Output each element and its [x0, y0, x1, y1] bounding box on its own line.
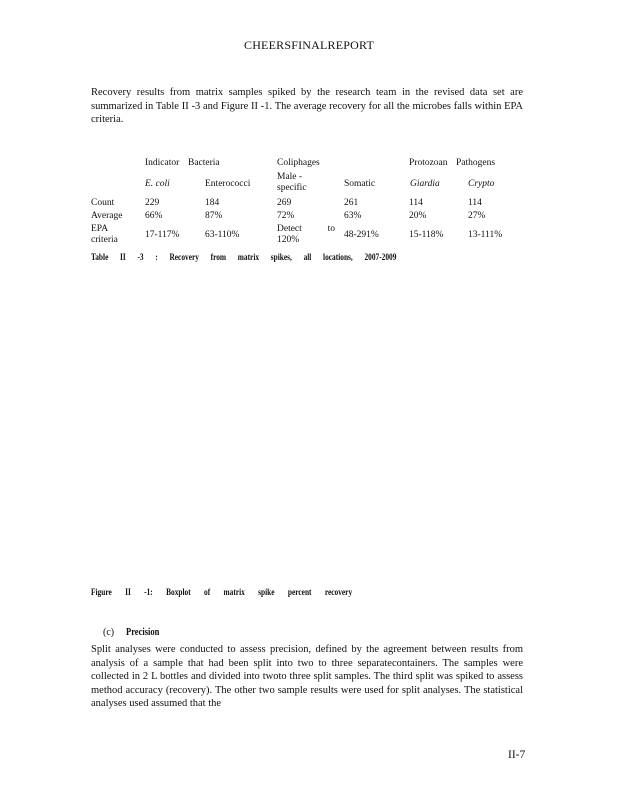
- header-bacteria: Bacteria: [188, 158, 220, 168]
- col-male-specific: Male - specific: [277, 172, 307, 193]
- cell-count-male-specific: 269: [277, 198, 292, 208]
- cell-average-crypto: 27%: [468, 211, 486, 221]
- col-crypto: Crypto: [468, 179, 495, 189]
- precision-paragraph: Split analyses were conducted to assess precision, defined by the agreement between results from analysis of a sample that had been split into two to three separatecontainers. The samples were collected in 2 L bottles and divided into twoto three split samples. The third split was spiked to assess method accuracy (recovery). The other two sample results were used for split analyses. The statistical analyses used assumed that the: [91, 644, 523, 709]
- cell-count-ecoli: 229: [145, 198, 160, 208]
- col-somatic: Somatic: [344, 179, 376, 189]
- header-protozoan: Protozoan: [409, 158, 448, 168]
- row-label-count: Count: [91, 198, 115, 208]
- cell-epa-enterococci: 63-110%: [205, 230, 240, 240]
- table-caption: Table II -3 : Recovery from matrix spikes, all locations, 2007-2009: [91, 252, 397, 262]
- cell-epa-ecoli: 17-117%: [145, 230, 180, 240]
- cell-count-enterococci: 184: [205, 198, 220, 208]
- section-label: (c): [103, 627, 115, 638]
- cell-average-somatic: 63%: [344, 211, 362, 221]
- header-indicator: Indicator: [145, 158, 180, 168]
- cell-count-crypto: 114: [468, 198, 482, 208]
- header-coliphages: Coliphages: [277, 158, 320, 168]
- cell-count-giardia: 114: [409, 198, 423, 208]
- section-title: Precision: [126, 627, 160, 638]
- cell-epa-giardia: 15-118%: [409, 230, 444, 240]
- col-giardia: Giardia: [410, 179, 440, 189]
- cell-average-enterococci: 87%: [205, 211, 223, 221]
- intro-paragraph: Recovery results from matrix samples spiked by the research team in the revised data set are summarized in Table II -3 and Figure II -1. The average recovery for all the microbes falls within EPA criteria.: [91, 87, 523, 125]
- report-header: CHEERSFINALREPORT: [243, 38, 375, 52]
- section-heading: [103, 627, 165, 638]
- cell-epa-somatic: 48-291%: [344, 230, 379, 240]
- col-enterococci: Enterococci: [205, 179, 251, 189]
- cell-epa-crypto: 13-111%: [468, 230, 503, 240]
- row-label-average: Average: [91, 211, 123, 221]
- col-ecoli: E. coli: [145, 179, 170, 189]
- cell-count-somatic: 261: [344, 198, 359, 208]
- row-label-epa-criteria: EPA criteria: [91, 224, 118, 245]
- header-pathogens: Pathogens: [456, 158, 496, 168]
- page-number: II-7: [508, 749, 526, 761]
- cell-average-male-specific: 72%: [277, 211, 295, 221]
- figure-caption: Figure II -1: Boxplot of matrix spike percent recovery: [91, 587, 353, 597]
- figure-area: [91, 272, 523, 572]
- cell-epa-male-specific: Detect to 120%: [277, 224, 335, 245]
- cell-average-ecoli: 66%: [145, 211, 163, 221]
- cell-average-giardia: 20%: [409, 211, 427, 221]
